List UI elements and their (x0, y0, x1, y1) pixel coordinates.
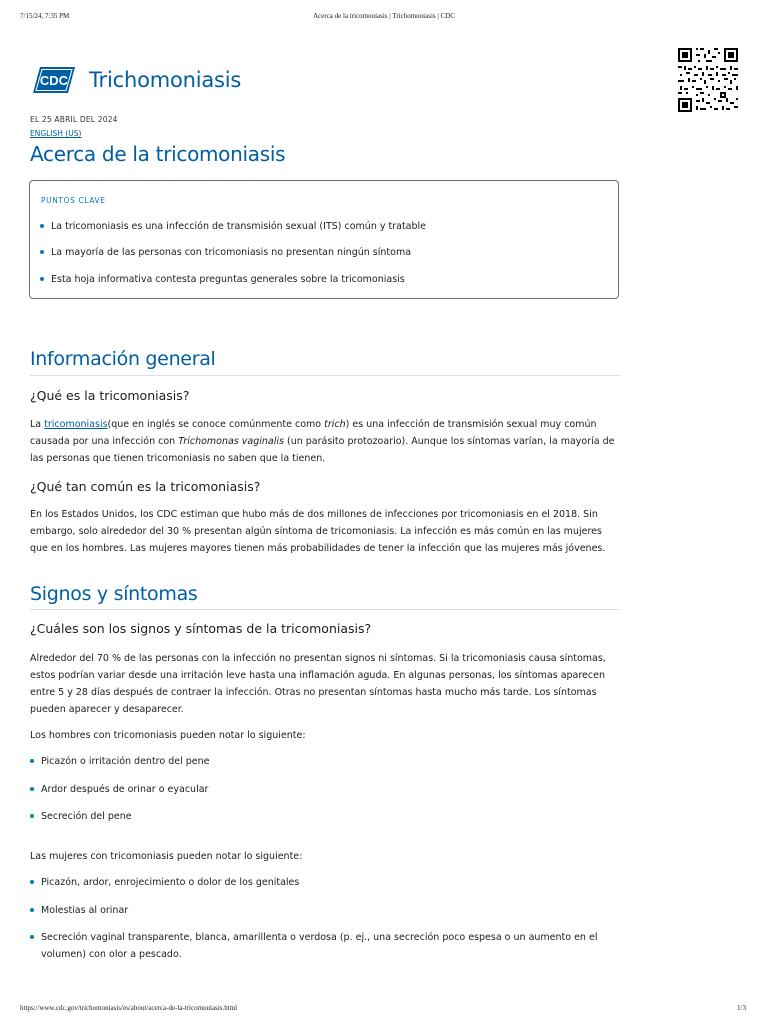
key-points-box (29, 180, 619, 299)
men-intro: Los hombres con tricomoniasis pueden notar lo siguiente: (30, 730, 306, 741)
list-item: Ardor después de orinar o eyacular (30, 781, 620, 798)
list-item: Molestias al orinar (30, 902, 620, 919)
bullet-icon (40, 250, 44, 254)
cdc-logo-text: CDC (39, 73, 69, 88)
print-datetime: 7/15/24, 7:35 PM (20, 12, 70, 20)
list-item: Secreción del pene (30, 808, 620, 825)
qr-code-icon (676, 46, 740, 114)
list-item: Secreción vaginal transparente, blanca, amarillenta o verdosa (p. ej., una secreción poco espesa o un aumento en el volumen) con olor a pescado. (30, 929, 620, 963)
page-title: Acerca de la tricomoniasis (30, 142, 286, 166)
site-title[interactable]: Trichomoniasis (89, 68, 242, 92)
bullet-icon (30, 908, 34, 912)
question-heading: ¿Cuáles son los signos y síntomas de la tricomoniasis? (30, 621, 372, 636)
key-point-item (40, 247, 411, 258)
bullet-icon (30, 935, 34, 939)
question-heading: ¿Qué es la tricomoniasis? (30, 388, 190, 403)
key-point-text: La mayoría de las personas con tricomoniasis no presentan ningún síntoma (51, 247, 412, 258)
key-point-text: Esta hoja informativa contesta preguntas generales sobre la tricomoniasis (51, 274, 405, 285)
bullet-icon (30, 787, 34, 791)
section-divider (30, 375, 620, 376)
print-page-number: 1/3 (737, 1004, 746, 1012)
cdc-logo-icon[interactable] (30, 64, 78, 96)
bullet-icon (40, 224, 44, 228)
bullet-icon (40, 277, 44, 281)
print-page-title: Acerca de la tricomoniasis | Trichomoniasis | CDC (313, 12, 455, 20)
print-url: https://www.cdc.gov/trichomoniasis/es/about/acerca-de-la-tricomoniasis.html (20, 1004, 238, 1012)
tricomoniasis-link[interactable]: tricomoniasis (44, 419, 108, 430)
site-header (30, 63, 241, 97)
paragraph: La tricomoniasis(que en inglés se conoce comúnmente como trich) es una infección de transmisión sexual muy común causada por una infección con Trichomonas vaginalis (un parásito protozoario). Aunque los síntomas varían, la mayoría de las personas que tienen tricomoniasis no saben que la tienen. (30, 419, 615, 464)
key-point-item (40, 221, 426, 232)
question-heading: ¿Qué tan común es la tricomoniasis? (30, 479, 261, 494)
publish-date: EL 25 ABRIL DEL 2024 (30, 115, 118, 124)
section-divider (30, 609, 620, 610)
section-heading-general: Información general (30, 348, 216, 370)
bullet-icon (30, 814, 34, 818)
key-point-text: La tricomoniasis es una infección de transmisión sexual (ITS) común y tratable (51, 221, 427, 232)
key-point-item (40, 274, 405, 285)
paragraph: En los Estados Unidos, los CDC estiman que hubo más de dos millones de infecciones por tricomoniasis en el 2018. Sin embargo, solo alrededor del 30 % presentan algún síntoma de tricomoniasis. La infección es más común en las mujeres que en los hombres. Las mujeres mayores tienen más probabilidades de tener la infección que las mujeres más jóvenes. (30, 509, 606, 554)
list-item: Picazón, ardor, enrojecimiento o dolor de los genitales (30, 874, 620, 891)
key-points-heading: PUNTOS CLAVE (41, 196, 106, 205)
women-intro: Las mujeres con tricomoniasis pueden notar lo siguiente: (30, 851, 303, 862)
bullet-icon (30, 880, 34, 884)
paragraph: Alrededor del 70 % de las personas con la infección no presentan signos ni síntomas. Si la tricomoniasis causa síntomas, estos podrían variar desde una irritación leve hasta una inflamación aguda. En algunas personas, los síntomas aparecen entre 5 y 28 días después de contraer la infección. Otras no presentan síntomas hasta mucho más tarde. Los síntomas pueden aparecer y desaparecer. (30, 653, 606, 715)
english-language-link[interactable]: ENGLISH (US) (30, 129, 82, 138)
bullet-icon (30, 759, 34, 763)
section-heading-symptoms: Signos y síntomas (30, 583, 198, 605)
list-item: Picazón o irritación dentro del pene (30, 753, 620, 770)
